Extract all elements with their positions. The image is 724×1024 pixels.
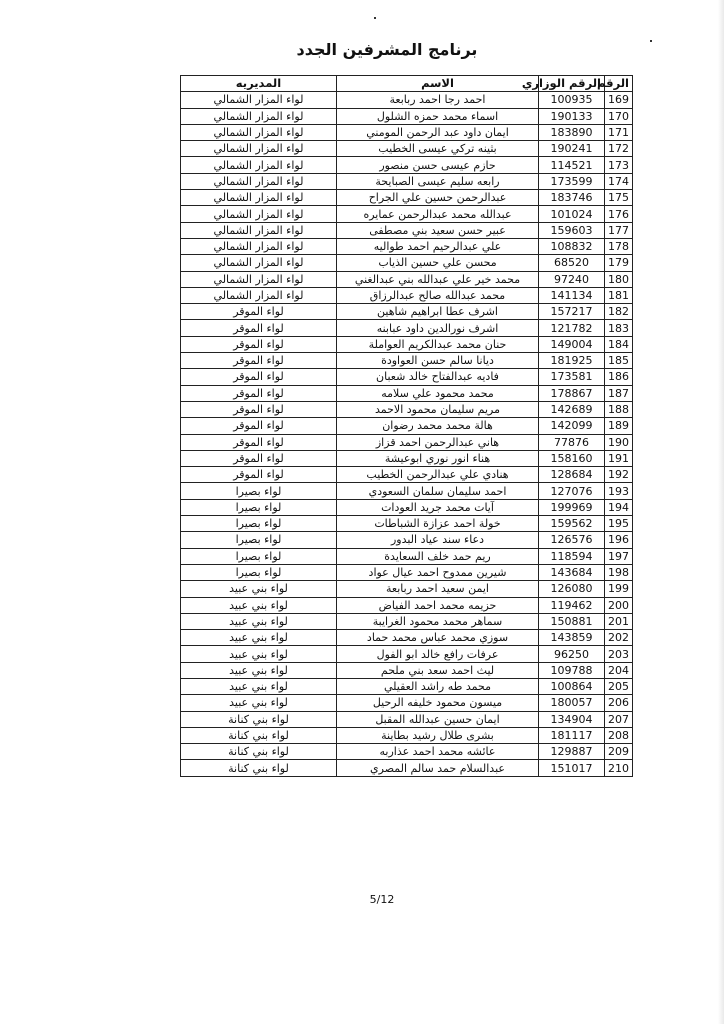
cell-ministry-number: 157217	[539, 304, 605, 320]
cell-directorate: لواء بصيرا	[181, 564, 337, 580]
cell-number: 182	[605, 304, 633, 320]
cell-number: 193	[605, 483, 633, 499]
cell-number: 179	[605, 255, 633, 271]
table-row	[181, 304, 633, 320]
cell-number: 190	[605, 434, 633, 450]
table-row	[181, 483, 633, 499]
cell-directorate: لواء بصيرا	[181, 483, 337, 499]
cell-name: ايمان حسين عبدالله المقبل	[337, 711, 539, 727]
table-row	[181, 613, 633, 629]
cell-directorate: لواء بني عبيد	[181, 662, 337, 678]
cell-directorate: لواء المزار الشمالي	[181, 287, 337, 303]
cell-name: محمد عبدالله صالح عبدالرزاق	[337, 287, 539, 303]
cell-ministry-number: 190241	[539, 141, 605, 157]
cell-number: 198	[605, 564, 633, 580]
cell-number: 195	[605, 516, 633, 532]
cell-ministry-number: 127076	[539, 483, 605, 499]
cell-name: اشرف نورالدين داود عبابنه	[337, 320, 539, 336]
cell-name: ايمان داود عبد الرحمن المومني	[337, 124, 539, 140]
table-row	[181, 401, 633, 417]
cell-directorate: لواء المزار الشمالي	[181, 190, 337, 206]
supervisors-table	[180, 75, 633, 777]
cell-ministry-number: 142689	[539, 401, 605, 417]
table-row	[181, 255, 633, 271]
cell-directorate: لواء بني عبيد	[181, 613, 337, 629]
cell-number: 208	[605, 727, 633, 743]
cell-ministry-number: 100864	[539, 678, 605, 694]
table-row	[181, 678, 633, 694]
cell-ministry-number: 100935	[539, 92, 605, 108]
cell-directorate: لواء الموقر	[181, 369, 337, 385]
table-row	[181, 369, 633, 385]
cell-number: 177	[605, 222, 633, 238]
table-row	[181, 385, 633, 401]
cell-directorate: لواء بصيرا	[181, 499, 337, 515]
cell-ministry-number: 183746	[539, 190, 605, 206]
cell-directorate: لواء المزار الشمالي	[181, 173, 337, 189]
table-row	[181, 744, 633, 760]
cell-directorate: لواء بني كنانة	[181, 744, 337, 760]
cell-ministry-number: 159562	[539, 516, 605, 532]
cell-ministry-number: 142099	[539, 418, 605, 434]
cell-directorate: لواء الموقر	[181, 336, 337, 352]
table-row	[181, 157, 633, 173]
cell-number: 181	[605, 287, 633, 303]
table-header-row	[181, 76, 633, 92]
cell-name: علي عبدالرحيم احمد طواليه	[337, 238, 539, 254]
cell-name: عبدالرحمن حسين علي الجراح	[337, 190, 539, 206]
cell-number: 194	[605, 499, 633, 515]
cell-ministry-number: 178867	[539, 385, 605, 401]
cell-number: 203	[605, 646, 633, 662]
table-row	[181, 222, 633, 238]
page-number: 5/12	[369, 893, 395, 906]
cell-name: عرفات رافع خالد ابو الفول	[337, 646, 539, 662]
cell-number: 180	[605, 271, 633, 287]
cell-directorate: لواء بني عبيد	[181, 695, 337, 711]
cell-ministry-number: 121782	[539, 320, 605, 336]
cell-name: ديانا سالم حسن العواودة	[337, 353, 539, 369]
cell-ministry-number: 199969	[539, 499, 605, 515]
cell-directorate: لواء بني عبيد	[181, 597, 337, 613]
cell-directorate: لواء بني عبيد	[181, 630, 337, 646]
cell-name: محسن علي حسين الذياب	[337, 255, 539, 271]
cell-ministry-number: 150881	[539, 613, 605, 629]
cell-directorate: لواء الموقر	[181, 434, 337, 450]
table-row	[181, 450, 633, 466]
table-row	[181, 597, 633, 613]
cell-name: عبدالسلام حمد سالم المصري	[337, 760, 539, 776]
cell-ministry-number: 108832	[539, 238, 605, 254]
table-row	[181, 711, 633, 727]
cell-directorate: لواء الموقر	[181, 304, 337, 320]
cell-name: بثينه تركي عيسى الخطيب	[337, 141, 539, 157]
cell-number: 202	[605, 630, 633, 646]
cell-number: 175	[605, 190, 633, 206]
cell-ministry-number: 109788	[539, 662, 605, 678]
table-row	[181, 141, 633, 157]
cell-directorate: لواء المزار الشمالي	[181, 124, 337, 140]
cell-number: 188	[605, 401, 633, 417]
cell-ministry-number: 126576	[539, 532, 605, 548]
cell-number: 187	[605, 385, 633, 401]
cell-number: 210	[605, 760, 633, 776]
cell-ministry-number: 77876	[539, 434, 605, 450]
table-row	[181, 108, 633, 124]
table-row	[181, 564, 633, 580]
cell-name: حزيمه محمد احمد الفياض	[337, 597, 539, 613]
table-row	[181, 662, 633, 678]
cell-ministry-number: 143859	[539, 630, 605, 646]
cell-name: خولة احمد عزازة الشباطات	[337, 516, 539, 532]
cell-name: سماهر محمد محمود الغرايبة	[337, 613, 539, 629]
cell-number: 176	[605, 206, 633, 222]
cell-number: 204	[605, 662, 633, 678]
cell-name: اسماء محمد حمزه الشلول	[337, 108, 539, 124]
cell-name: فاديه عبدالفتاح خالد شعبان	[337, 369, 539, 385]
cell-ministry-number: 151017	[539, 760, 605, 776]
cell-directorate: لواء بصيرا	[181, 532, 337, 548]
cell-number: 205	[605, 678, 633, 694]
cell-ministry-number: 134904	[539, 711, 605, 727]
cell-number: 171	[605, 124, 633, 140]
cell-ministry-number: 173599	[539, 173, 605, 189]
table-row	[181, 630, 633, 646]
cell-directorate: لواء المزار الشمالي	[181, 238, 337, 254]
cell-directorate: لواء المزار الشمالي	[181, 206, 337, 222]
cell-directorate: لواء بني عبيد	[181, 646, 337, 662]
cell-name: آيات محمد جريد العودات	[337, 499, 539, 515]
cell-directorate: لواء الموقر	[181, 467, 337, 483]
cell-ministry-number: 114521	[539, 157, 605, 173]
cell-name: محمد طه راشد العقيلي	[337, 678, 539, 694]
table-row	[181, 499, 633, 515]
cell-ministry-number: 128684	[539, 467, 605, 483]
cell-directorate: لواء الموقر	[181, 401, 337, 417]
cell-directorate: لواء المزار الشمالي	[181, 157, 337, 173]
cell-ministry-number: 173581	[539, 369, 605, 385]
cell-number: 197	[605, 548, 633, 564]
cell-ministry-number: 141134	[539, 287, 605, 303]
cell-directorate: لواء بني كنانة	[181, 711, 337, 727]
cell-ministry-number: 101024	[539, 206, 605, 222]
cell-ministry-number: 149004	[539, 336, 605, 352]
cell-number: 207	[605, 711, 633, 727]
cell-number: 173	[605, 157, 633, 173]
cell-number: 191	[605, 450, 633, 466]
table-row	[181, 418, 633, 434]
cell-number: 201	[605, 613, 633, 629]
table-row	[181, 646, 633, 662]
cell-number: 199	[605, 581, 633, 597]
table-row	[181, 548, 633, 564]
cell-ministry-number: 180057	[539, 695, 605, 711]
cell-number: 184	[605, 336, 633, 352]
header-name: الاسم	[337, 76, 539, 92]
cell-name: هنادي علي عبدالرحمن الخطيب	[337, 467, 539, 483]
table-row	[181, 92, 633, 108]
cell-ministry-number: 97240	[539, 271, 605, 287]
cell-directorate: لواء المزار الشمالي	[181, 222, 337, 238]
cell-name: هاني عبدالرحمن احمد قزاز	[337, 434, 539, 450]
table-row	[181, 320, 633, 336]
cell-name: ايمن سعيد احمد ربابعة	[337, 581, 539, 597]
cell-name: دعاء سند عياد البدور	[337, 532, 539, 548]
cell-name: سوزي محمد عباس محمد حماد	[337, 630, 539, 646]
cell-name: هناء انور نوري ابوعيشة	[337, 450, 539, 466]
table-row	[181, 206, 633, 222]
table-row	[181, 353, 633, 369]
cell-directorate: لواء الموقر	[181, 418, 337, 434]
header-ministry-number: الرقم الوزاري	[539, 76, 605, 92]
cell-number: 206	[605, 695, 633, 711]
cell-directorate: لواء المزار الشمالي	[181, 92, 337, 108]
cell-directorate: لواء الموقر	[181, 353, 337, 369]
cell-number: 209	[605, 744, 633, 760]
cell-directorate: لواء بني عبيد	[181, 581, 337, 597]
cell-name: مريم سليمان محمود الاحمد	[337, 401, 539, 417]
cell-ministry-number: 159603	[539, 222, 605, 238]
cell-number: 169	[605, 92, 633, 108]
table-row	[181, 271, 633, 287]
table-row	[181, 467, 633, 483]
cell-name: عبدالله محمد عبدالرحمن عمايره	[337, 206, 539, 222]
cell-directorate: لواء الموقر	[181, 320, 337, 336]
cell-name: ريم حمد خلف السعايدة	[337, 548, 539, 564]
cell-ministry-number: 68520	[539, 255, 605, 271]
cell-directorate: لواء بني كنانة	[181, 760, 337, 776]
cell-name: محمد محمود علي سلامه	[337, 385, 539, 401]
cell-name: شيرين ممدوح احمد عيال عواد	[337, 564, 539, 580]
cell-number: 170	[605, 108, 633, 124]
cell-number: 172	[605, 141, 633, 157]
table-row	[181, 727, 633, 743]
cell-directorate: لواء الموقر	[181, 385, 337, 401]
cell-number: 174	[605, 173, 633, 189]
cell-directorate: لواء المزار الشمالي	[181, 108, 337, 124]
table-row	[181, 287, 633, 303]
cell-directorate: لواء المزار الشمالي	[181, 271, 337, 287]
table-row	[181, 173, 633, 189]
cell-name: اشرف عطا ابراهيم شاهين	[337, 304, 539, 320]
cell-ministry-number: 158160	[539, 450, 605, 466]
cell-ministry-number: 129887	[539, 744, 605, 760]
cell-number: 192	[605, 467, 633, 483]
table-row	[181, 581, 633, 597]
cell-name: حازم عيسى حسن منصور	[337, 157, 539, 173]
table-row	[181, 434, 633, 450]
cell-name: ميسون محمود خليفه الرحيل	[337, 695, 539, 711]
cell-ministry-number: 119462	[539, 597, 605, 613]
cell-name: عائشه محمد احمد عذاربه	[337, 744, 539, 760]
cell-directorate: لواء بصيرا	[181, 548, 337, 564]
cell-directorate: لواء بني كنانة	[181, 727, 337, 743]
cell-directorate: لواء المزار الشمالي	[181, 141, 337, 157]
cell-name: بشرى طلال رشيد بطاينة	[337, 727, 539, 743]
scan-edge	[718, 0, 724, 1024]
cell-number: 189	[605, 418, 633, 434]
table-row	[181, 190, 633, 206]
cell-directorate: لواء المزار الشمالي	[181, 255, 337, 271]
table-row	[181, 695, 633, 711]
cell-number: 186	[605, 369, 633, 385]
cell-ministry-number: 183890	[539, 124, 605, 140]
cell-name: محمد خير علي عبدالله بني عبدالغني	[337, 271, 539, 287]
cell-ministry-number: 96250	[539, 646, 605, 662]
cell-ministry-number: 118594	[539, 548, 605, 564]
cell-number: 185	[605, 353, 633, 369]
cell-name: عبير حسن سعيد بني مصطفى	[337, 222, 539, 238]
cell-directorate: لواء بني عبيد	[181, 678, 337, 694]
cell-number: 196	[605, 532, 633, 548]
scan-speck	[374, 17, 376, 19]
cell-number: 178	[605, 238, 633, 254]
cell-name: حنان محمد عبدالكريم العواملة	[337, 336, 539, 352]
table-body	[181, 92, 633, 776]
table-row	[181, 516, 633, 532]
cell-name: احمد رجا احمد ربابعة	[337, 92, 539, 108]
cell-name: رابعه سليم عيسى الصبايحة	[337, 173, 539, 189]
cell-name: احمد سليمان سلمان السعودي	[337, 483, 539, 499]
table-row	[181, 760, 633, 776]
header-directorate: المديريه	[181, 76, 337, 92]
document-title: برنامج المشرفين الجدد	[296, 40, 478, 59]
table-row	[181, 532, 633, 548]
table-row	[181, 124, 633, 140]
cell-ministry-number: 126080	[539, 581, 605, 597]
cell-ministry-number: 181117	[539, 727, 605, 743]
cell-directorate: لواء الموقر	[181, 450, 337, 466]
table-row	[181, 238, 633, 254]
header-number: الرقم	[605, 76, 633, 92]
cell-name: ليث احمد سعد بني ملحم	[337, 662, 539, 678]
cell-number: 200	[605, 597, 633, 613]
cell-number: 183	[605, 320, 633, 336]
cell-ministry-number: 143684	[539, 564, 605, 580]
cell-ministry-number: 190133	[539, 108, 605, 124]
cell-ministry-number: 181925	[539, 353, 605, 369]
cell-directorate: لواء بصيرا	[181, 516, 337, 532]
table-row	[181, 336, 633, 352]
cell-name: هالة محمد محمد رضوان	[337, 418, 539, 434]
